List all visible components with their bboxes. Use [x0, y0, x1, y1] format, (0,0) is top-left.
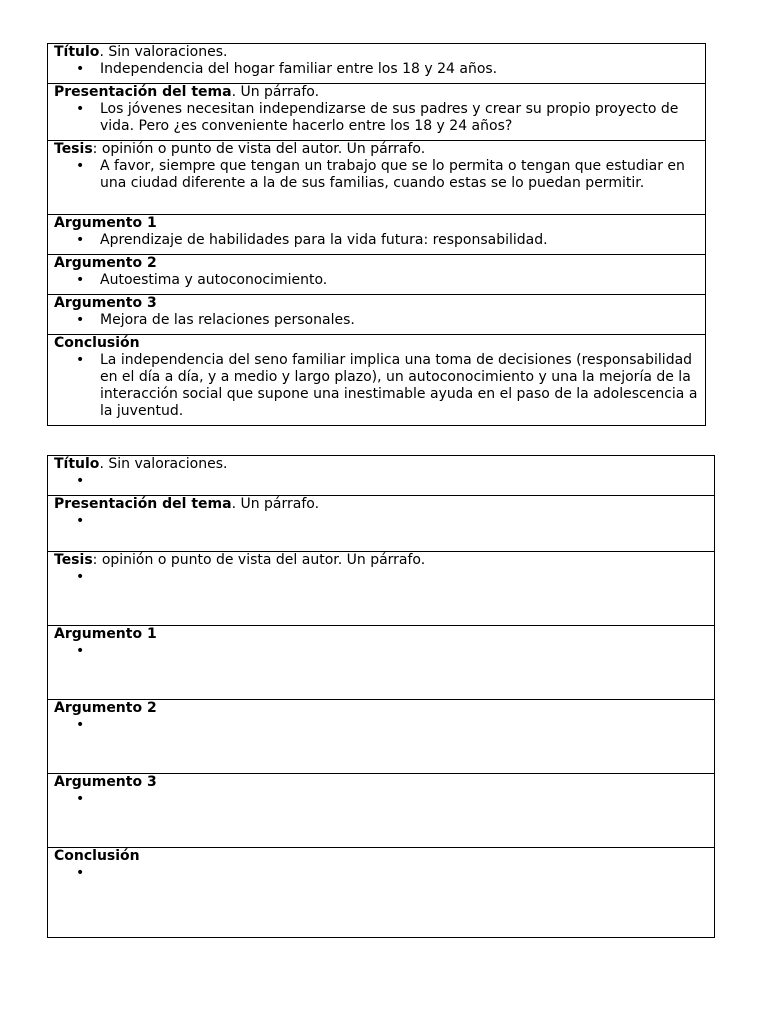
table-cell [48, 552, 715, 626]
row-instruction: : opinión o punto de vista del autor. Un párrafo. [92, 552, 426, 568]
row-label: Conclusión [54, 335, 140, 351]
row-heading [54, 626, 708, 643]
row-heading [54, 496, 708, 513]
table-cell [48, 496, 715, 552]
row-label: Presentación del tema [54, 496, 232, 512]
table-cell [48, 215, 706, 255]
row-label: Presentación del tema [54, 84, 232, 100]
filled-outline-table [47, 43, 706, 426]
row-label: Tesis [54, 141, 93, 157]
row-heading [54, 141, 699, 158]
row-label: Argumento 2 [54, 255, 157, 271]
list-item: • La independencia del seno familiar implica una toma de decisiones (responsabilidad en el día a día, y a medio y largo plazo), un autoconocimiento y una la mejoría de la interacción social que supone una inestimable ayuda en el paso de la adolescencia a la juventud. [54, 352, 699, 420]
row-heading [54, 700, 708, 717]
row-heading [54, 84, 699, 101]
row-instruction: . Un párrafo. [231, 496, 320, 512]
row-heading [54, 255, 699, 272]
table-cell [48, 295, 706, 335]
row-label: Tesis [54, 552, 93, 568]
row-heading [54, 774, 708, 791]
row-heading [54, 295, 699, 312]
row-instruction: . Sin valoraciones. [99, 456, 228, 472]
table-row [48, 700, 715, 774]
table-row [48, 626, 715, 700]
list-item: • Aprendizaje de habilidades para la vida futura: responsabilidad. [54, 232, 699, 249]
row-heading [54, 552, 708, 569]
table-cell [48, 84, 706, 141]
blank-outline-table [47, 455, 715, 938]
row-instruction: . Sin valoraciones. [99, 44, 228, 60]
list-item: • A favor, siempre que tengan un trabajo que se lo permita o tengan que estudiar en una ciudad diferente a la de sus familias, cuando estas se lo puedan permitir. [54, 158, 699, 192]
list-item: • Autoestima y autoconocimiento. [54, 272, 699, 289]
table-row [48, 295, 706, 335]
table-cell [48, 456, 715, 496]
bullet-list [54, 312, 699, 329]
bullet-list [54, 101, 699, 135]
table-row [48, 141, 706, 215]
table-row [48, 335, 706, 426]
bullet-list [54, 232, 699, 249]
table-row [48, 774, 715, 848]
table-row [48, 44, 706, 84]
row-instruction: : opinión o punto de vista del autor. Un párrafo. [92, 141, 426, 157]
table-cell [48, 774, 715, 848]
bullet-list [54, 272, 699, 289]
row-label: Argumento 2 [54, 700, 157, 716]
table-row [48, 848, 715, 938]
table-row [48, 215, 706, 255]
bullet-list [54, 158, 699, 192]
list-item: • Independencia del hogar familiar entre los 18 y 24 años. [54, 61, 699, 78]
row-label: Título [54, 44, 100, 60]
row-label: Conclusión [54, 848, 140, 864]
table-row [48, 456, 715, 496]
table-row [48, 255, 706, 295]
row-label: Título [54, 456, 100, 472]
table-cell [48, 848, 715, 938]
row-heading [54, 215, 699, 232]
table-cell [48, 700, 715, 774]
row-heading [54, 848, 708, 865]
table-cell [48, 255, 706, 295]
table-cell [48, 141, 706, 215]
row-label: Argumento 1 [54, 626, 157, 642]
row-instruction: . Un párrafo. [231, 84, 320, 100]
table-row [48, 552, 715, 626]
row-heading [54, 335, 699, 352]
table-cell [48, 626, 715, 700]
row-label: Argumento 3 [54, 295, 157, 311]
bullet-list [54, 352, 699, 420]
row-label: Argumento 3 [54, 774, 157, 790]
table-row [48, 84, 706, 141]
bullet-list [54, 61, 699, 78]
table-cell [48, 44, 706, 84]
list-item: • Los jóvenes necesitan independizarse de sus padres y crear su propio proyecto de vida. Pero ¿es conveniente hacerlo entre los 18 y 24 años? [54, 101, 699, 135]
row-heading [54, 44, 699, 61]
list-item: • Mejora de las relaciones personales. [54, 312, 699, 329]
table-cell [48, 335, 706, 426]
row-heading [54, 456, 708, 473]
table-row [48, 496, 715, 552]
row-label: Argumento 1 [54, 215, 157, 231]
